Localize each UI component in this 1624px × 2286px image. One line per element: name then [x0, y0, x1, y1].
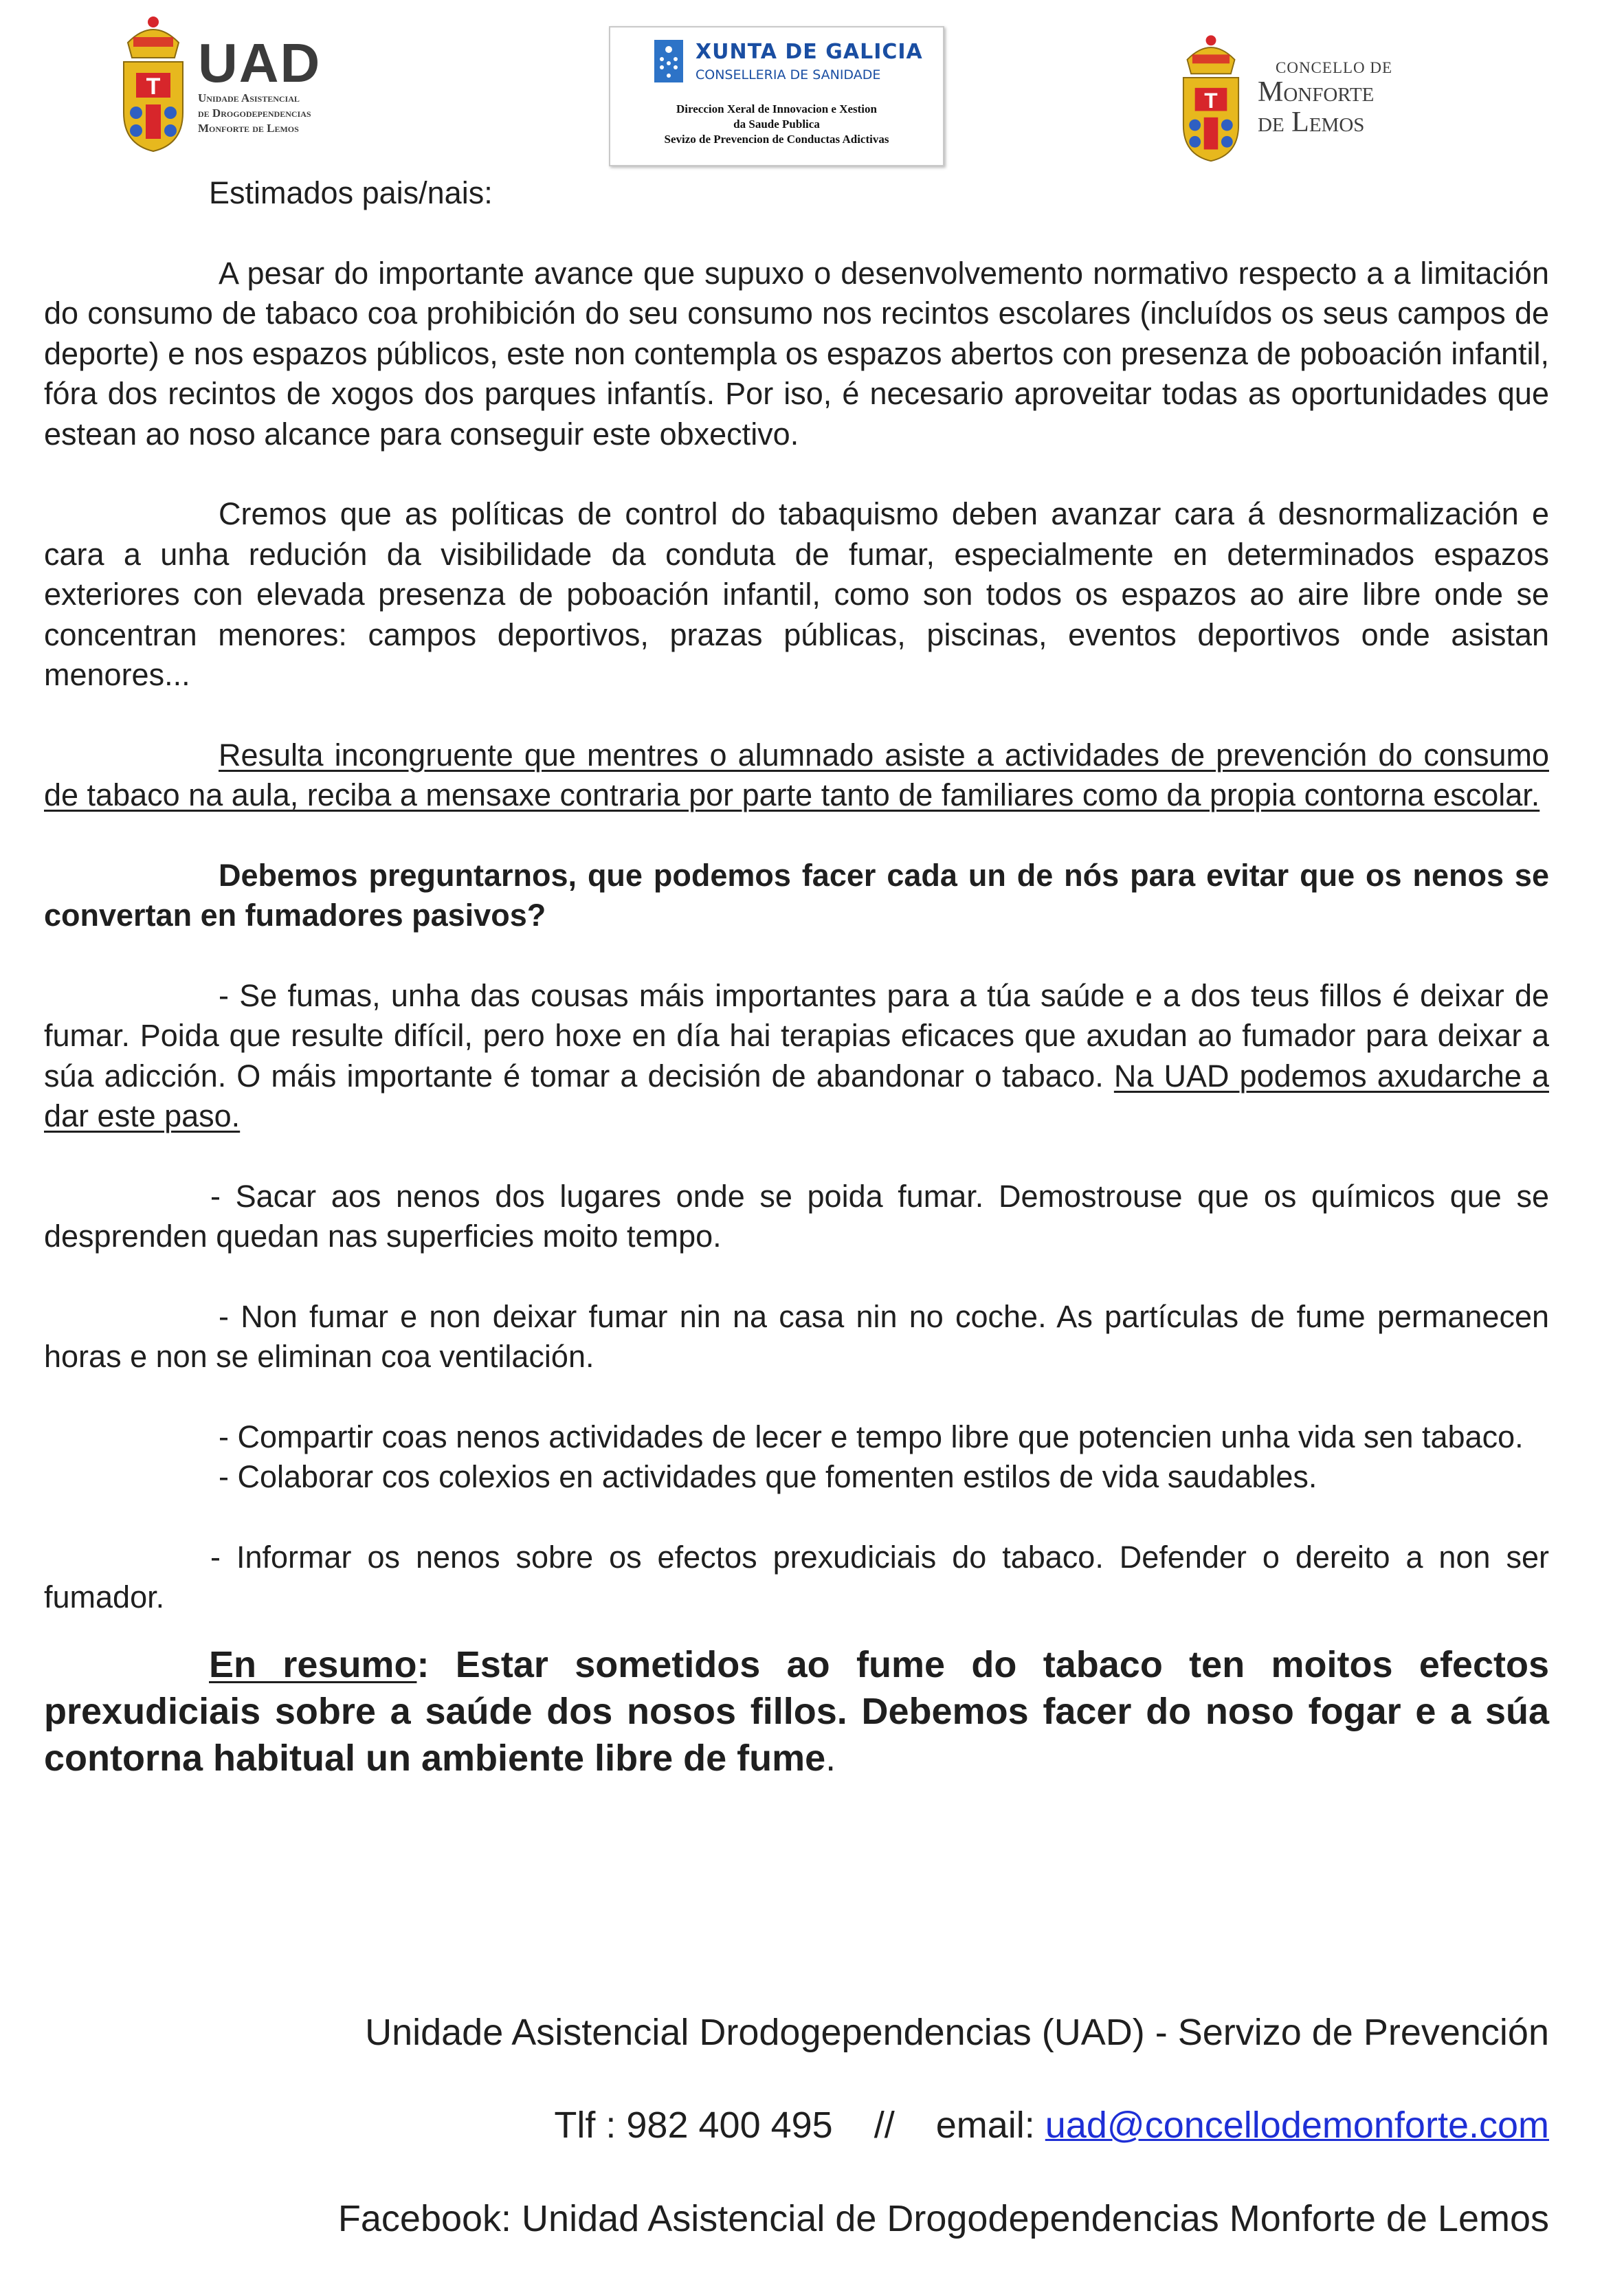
email-link[interactable]: uad@concellodemonforte.com	[1045, 2105, 1549, 2146]
greeting: Estimados pais/nais:	[209, 175, 493, 210]
uad-logo	[115, 10, 363, 154]
advice-1	[44, 976, 1549, 1137]
footer-phone: Tlf : 982 400 495 // email:	[554, 2105, 1045, 2146]
summary-colon: :	[416, 1643, 430, 1685]
paragraph-3: Resulta incongruente que mentres o alumnado asiste a actividades de prevención do consumo de tabaco na aula, reciba a mensaxe contraria por parte tanto de familiares como da propia contorna escolar.	[44, 737, 1549, 812]
paragraph-2: Cremos que as políticas de control do tabaquismo deben avanzar cara á desnormalización e cara a unha redución da visibilidade da conduta de fumar, especialmente en determinados espazos exteriores con elevada presenza de poboación infantil, como son todos os espazos ao aire libre onde se concentran menores: campos deportivos, prazas públicas, piscinas, eventos deportivos onde asistan menores...	[44, 496, 1549, 692]
svg-text:T: T	[146, 74, 161, 100]
advice-2: - Sacar aos nenos dos lugares onde se poida fumar. Demostrouse que os químicos que se desprenden quedan nas superficies moito tempo.	[44, 1178, 1549, 1254]
summary-end: .	[825, 1737, 836, 1779]
uad-help-link: Na UAD podemos axudarche a dar este paso.	[44, 1058, 1549, 1133]
xunta-title: XUNTA DE GALICIA	[696, 40, 923, 64]
monforte-logo-line2: de Lemos	[1258, 107, 1365, 138]
crest-icon	[1175, 29, 1247, 164]
crest-icon	[115, 10, 191, 154]
monforte-logo-small: CONCELLO DE	[1276, 59, 1393, 76]
advice-3: - Non fumar e non deixar fumar nin na casa nin no coche. As partículas de fume permanecen horas e non se eliminan coa ventilación.	[44, 1298, 1549, 1374]
question-heading: Debemos preguntarnos, que podemos facer cada un de nós para evitar que os nenos se convertan en fumadores pasivos?	[44, 857, 1549, 933]
svg-text:T: T	[1204, 87, 1218, 113]
xunta-line1: Direccion Xeral de Innovacion e Xestion	[676, 102, 877, 115]
advice-6: - Informar os nenos sobre os efectos prexudiciais do tabaco. Defender o dereito a non ser fumador.	[44, 1539, 1549, 1614]
xunta-flag-icon	[654, 40, 683, 82]
letterhead	[0, 0, 1624, 172]
summary-text: Estar sometidos ao fume do tabaco ten moitos efectos prexudiciais sobre a saúde dos nosos fillos. Debemos facer do noso fogar e a súa contorna habitual un ambiente libre de fume	[44, 1643, 1549, 1779]
uad-logo-line3: Monforte de Lemos	[198, 122, 299, 135]
advice-5: - Colaborar cos colexios en actividades que fomenten estilos de vida saudables.	[219, 1459, 1317, 1494]
footer-facebook: Facebook: Unidad Asistencial de Drogodependencias Monforte de Lemos	[337, 2198, 1549, 2239]
footer-org: Unidade Asistencial Drodogependencias (UAD) - Servizo de Prevención	[365, 2012, 1549, 2053]
advice-4: - Compartir coas nenos actividades de lecer e tempo libre que potencien unha vida sen tabaco.	[219, 1419, 1524, 1454]
monforte-logo	[1175, 29, 1409, 166]
paragraph-1: A pesar do importante avance que supuxo o desenvolvemento normativo respecto a a limitación do consumo de tabaco coa prohibición do seu consumo nos recintos escolares (incluídos os seus campos de deporte) e nos espazos públicos, este non contempla os espazos abertos con presenza de poboación infantil, fóra dos recintos de xogos dos parques infantís. Por iso, é necesario aproveitar todas as oportunidades que estean ao noso alcance para conseguir este obxectivo.	[44, 255, 1549, 452]
monforte-logo-line1: Monforte	[1258, 76, 1375, 108]
summary-label: En resumo	[209, 1643, 417, 1685]
footer-contact	[44, 2103, 1549, 2147]
uad-logo-line2: de Drogodependencias	[198, 107, 311, 120]
xunta-line2: da Saude Publica	[733, 118, 820, 131]
summary	[44, 1641, 1549, 1782]
xunta-logo	[609, 26, 944, 166]
advice-1-text: - Se fumas, unha das cousas máis importantes para a túa saúde e a dos teus fillos é deixar de fumar. Poida que resulte difícil, pero hoxe en día hai terapias eficaces que axudan ao fumador para deixar a súa adicción. O máis importante é tomar a decisión de abandonar o tabaco.	[44, 977, 1549, 1094]
letter-body	[44, 173, 1549, 1782]
uad-logo-title: UAD	[198, 32, 322, 93]
uad-logo-line1: Unidade Asistencial	[198, 91, 300, 104]
xunta-line3: Sevizo de Prevencion de Conductas Adictivas	[664, 133, 889, 146]
xunta-subtitle: CONSELLERIA DE SANIDADE	[696, 67, 881, 82]
